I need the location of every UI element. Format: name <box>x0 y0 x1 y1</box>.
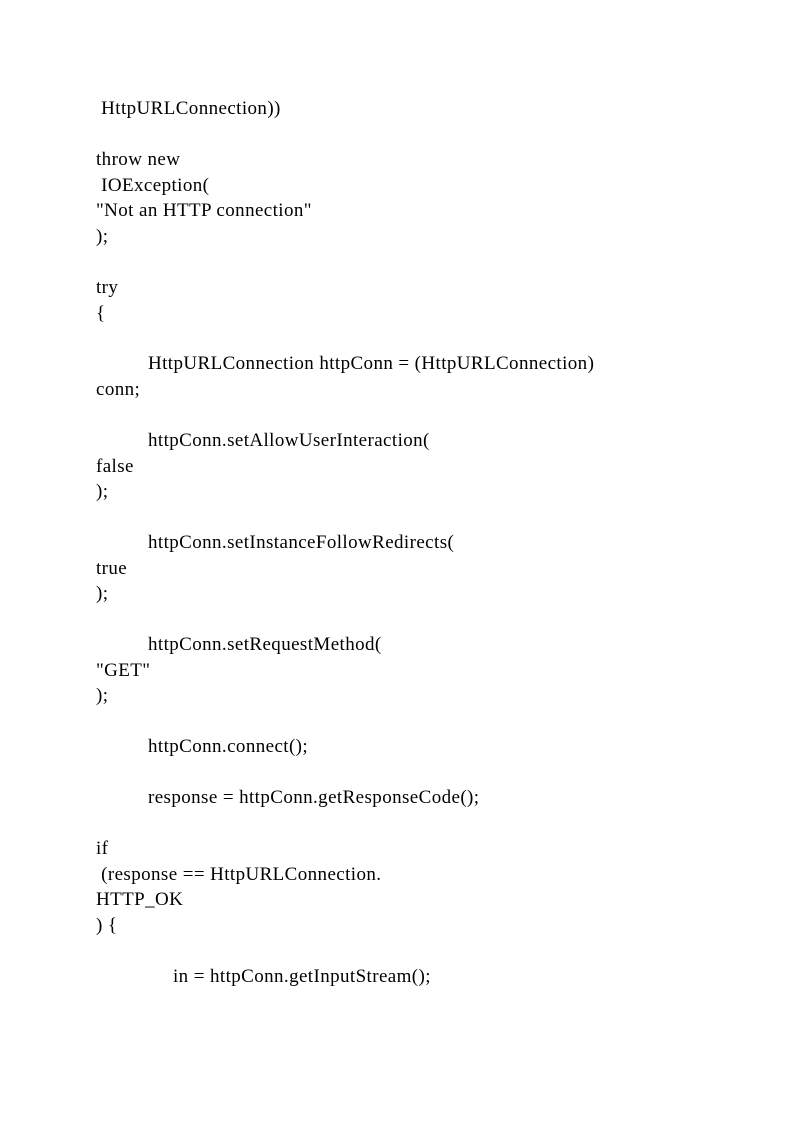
code-line: conn; <box>96 379 141 400</box>
code-line: "GET" <box>96 660 151 681</box>
code-line: HttpURLConnection httpConn = (HttpURLConnection) <box>148 353 595 374</box>
code-line: ) { <box>96 915 118 936</box>
code-line: IOException( <box>96 175 210 196</box>
code-line: if <box>96 838 109 859</box>
code-line: httpConn.setRequestMethod( <box>148 634 382 655</box>
code-line: { <box>96 303 106 324</box>
code-line: in = httpConn.getInputStream(); <box>173 966 431 987</box>
code-line: true <box>96 558 128 579</box>
code-line: ); <box>96 481 109 502</box>
code-line: false <box>96 456 134 477</box>
code-line: try <box>96 277 119 298</box>
code-line: httpConn.connect(); <box>148 736 309 757</box>
code-line: ); <box>96 685 109 706</box>
code-line: throw new <box>96 149 181 170</box>
code-line: (response == HttpURLConnection. <box>96 864 382 885</box>
code-line: HttpURLConnection)) <box>96 98 281 119</box>
code-line: "Not an HTTP connection" <box>96 200 312 221</box>
code-line: httpConn.setAllowUserInteraction( <box>148 430 430 451</box>
code-line: response = httpConn.getResponseCode(); <box>148 787 480 808</box>
code-line: ); <box>96 583 109 604</box>
code-line: ); <box>96 226 109 247</box>
code-line: HTTP_OK <box>96 889 184 910</box>
code-line: httpConn.setInstanceFollowRedirects( <box>148 532 455 553</box>
